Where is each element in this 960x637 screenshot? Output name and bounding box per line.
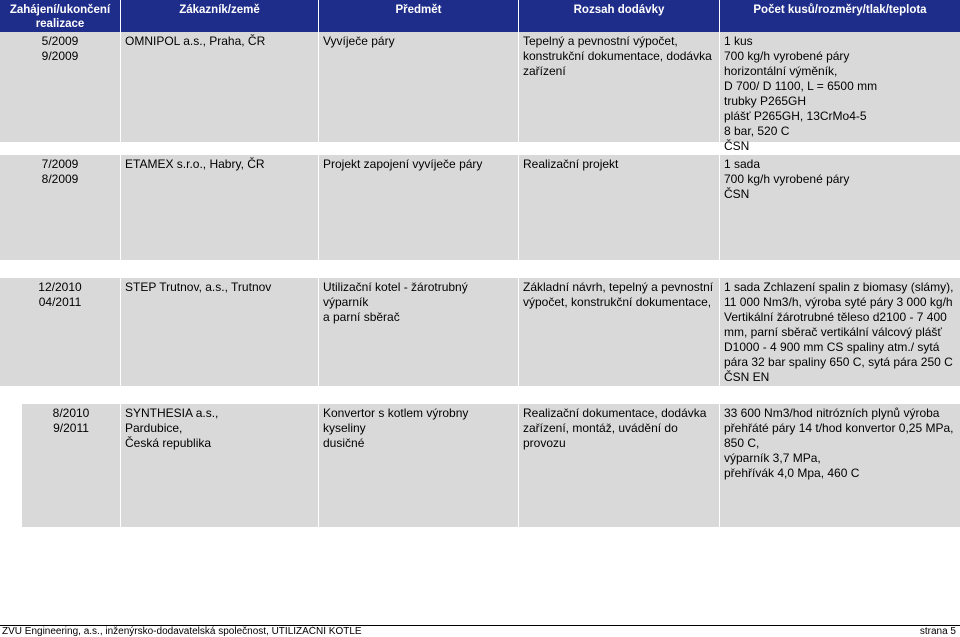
header-dates bbox=[0, 0, 120, 32]
table-row-1-quantity: 1 kus 700 kg/h vyrobené páry horizontální výměník, D 700/ D 1100, L = 6500 mm trubky P265GH plášť P265GH, 13CrMo4-5 8 bar, 520 C ČSN bbox=[720, 32, 960, 142]
table-row-1-dates: 5/2009 9/2009 bbox=[0, 32, 120, 142]
table-row-1-scope: Tepelný a pevnostní výpočet, konstrukční dokumentace, dodávka zařízení bbox=[519, 32, 719, 142]
table-row-2-subject: Projekt zapojení vyvíječe páry bbox=[319, 155, 518, 260]
table-row-4-subject: Konvertor s kotlem výrobny kyseliny dusičné bbox=[319, 404, 518, 527]
table-row-3-quantity: 1 sada Zchlazení spalin z biomasy (slámy), 11 000 Nm3/h, výroba syté páry 3 000 kg/h Vertikální žárotrubné těleso d2100 - 7 400 mm, parní sběrač vertikální válcový plášť D1000 - 4 900 mm CS spaliny atm./ sytá pára 32 bar spaliny 650 C, sytá pára 250 C ČSN EN bbox=[720, 278, 960, 386]
table-row-4-customer: SYNTHESIA a.s., Pardubice, Česká republika bbox=[121, 404, 318, 527]
table-row-3-customer: STEP Trutnov, a.s., Trutnov bbox=[121, 278, 318, 386]
header-scope bbox=[519, 0, 719, 32]
header-scope-label: Rozsah dodávky bbox=[573, 4, 665, 16]
header-customer-label: Zákazník/země bbox=[179, 4, 260, 16]
table-row-4-scope: Realizační dokumentace, dodávka zařízení, montáž, uvádění do provozu bbox=[519, 404, 719, 527]
footer-page-number: strana 5 bbox=[919, 626, 956, 637]
table-row-1-customer: OMNIPOL a.s., Praha, ČR bbox=[121, 32, 318, 142]
table-row-1-subject: Vyvíječe páry bbox=[319, 32, 518, 142]
header-subject bbox=[319, 0, 518, 32]
table-row-4-quantity: 33 600 Nm3/hod nitrózních plynů výroba přehřáté páry 14 t/hod konvertor 0,25 MPa, 850 C, výparník 3,7 MPa, přehřívák 4,0 Mpa, 460 C bbox=[720, 404, 960, 527]
header-customer bbox=[121, 0, 318, 32]
table-row-3-dates: 12/2010 04/2011 bbox=[0, 278, 120, 386]
table-row-2-scope: Realizační projekt bbox=[519, 155, 719, 260]
table-row-3-subject: Utilizační kotel - žárotrubný výparník a parní sběrač bbox=[319, 278, 518, 386]
table-row-3-scope: Základní návrh, tepelný a pevnostní výpočet, konstrukční dokumentace, bbox=[519, 278, 719, 386]
footer-company: ZVU Engineering, a.s., inženýrsko-dodavatelská společnost, UTILIZAČNÍ KOTLE bbox=[2, 626, 362, 637]
table-row-2-quantity: 1 sada 700 kg/h vyrobené páry ČSN bbox=[720, 155, 960, 260]
header-subject-label: Předmět bbox=[395, 4, 442, 16]
table-row-2-customer: ETAMEX s.r.o., Habry, ČR bbox=[121, 155, 318, 260]
header-quantity bbox=[720, 0, 960, 32]
header-dates-label: Zahájení/ukončení realizace bbox=[9, 4, 111, 30]
table-row-2-dates: 7/2009 8/2009 bbox=[0, 155, 120, 260]
table-row-4-dates: 8/2010 9/2011 bbox=[22, 404, 120, 527]
header-quantity-label: Počet kusů/rozměry/tlak/teplota bbox=[753, 4, 927, 16]
